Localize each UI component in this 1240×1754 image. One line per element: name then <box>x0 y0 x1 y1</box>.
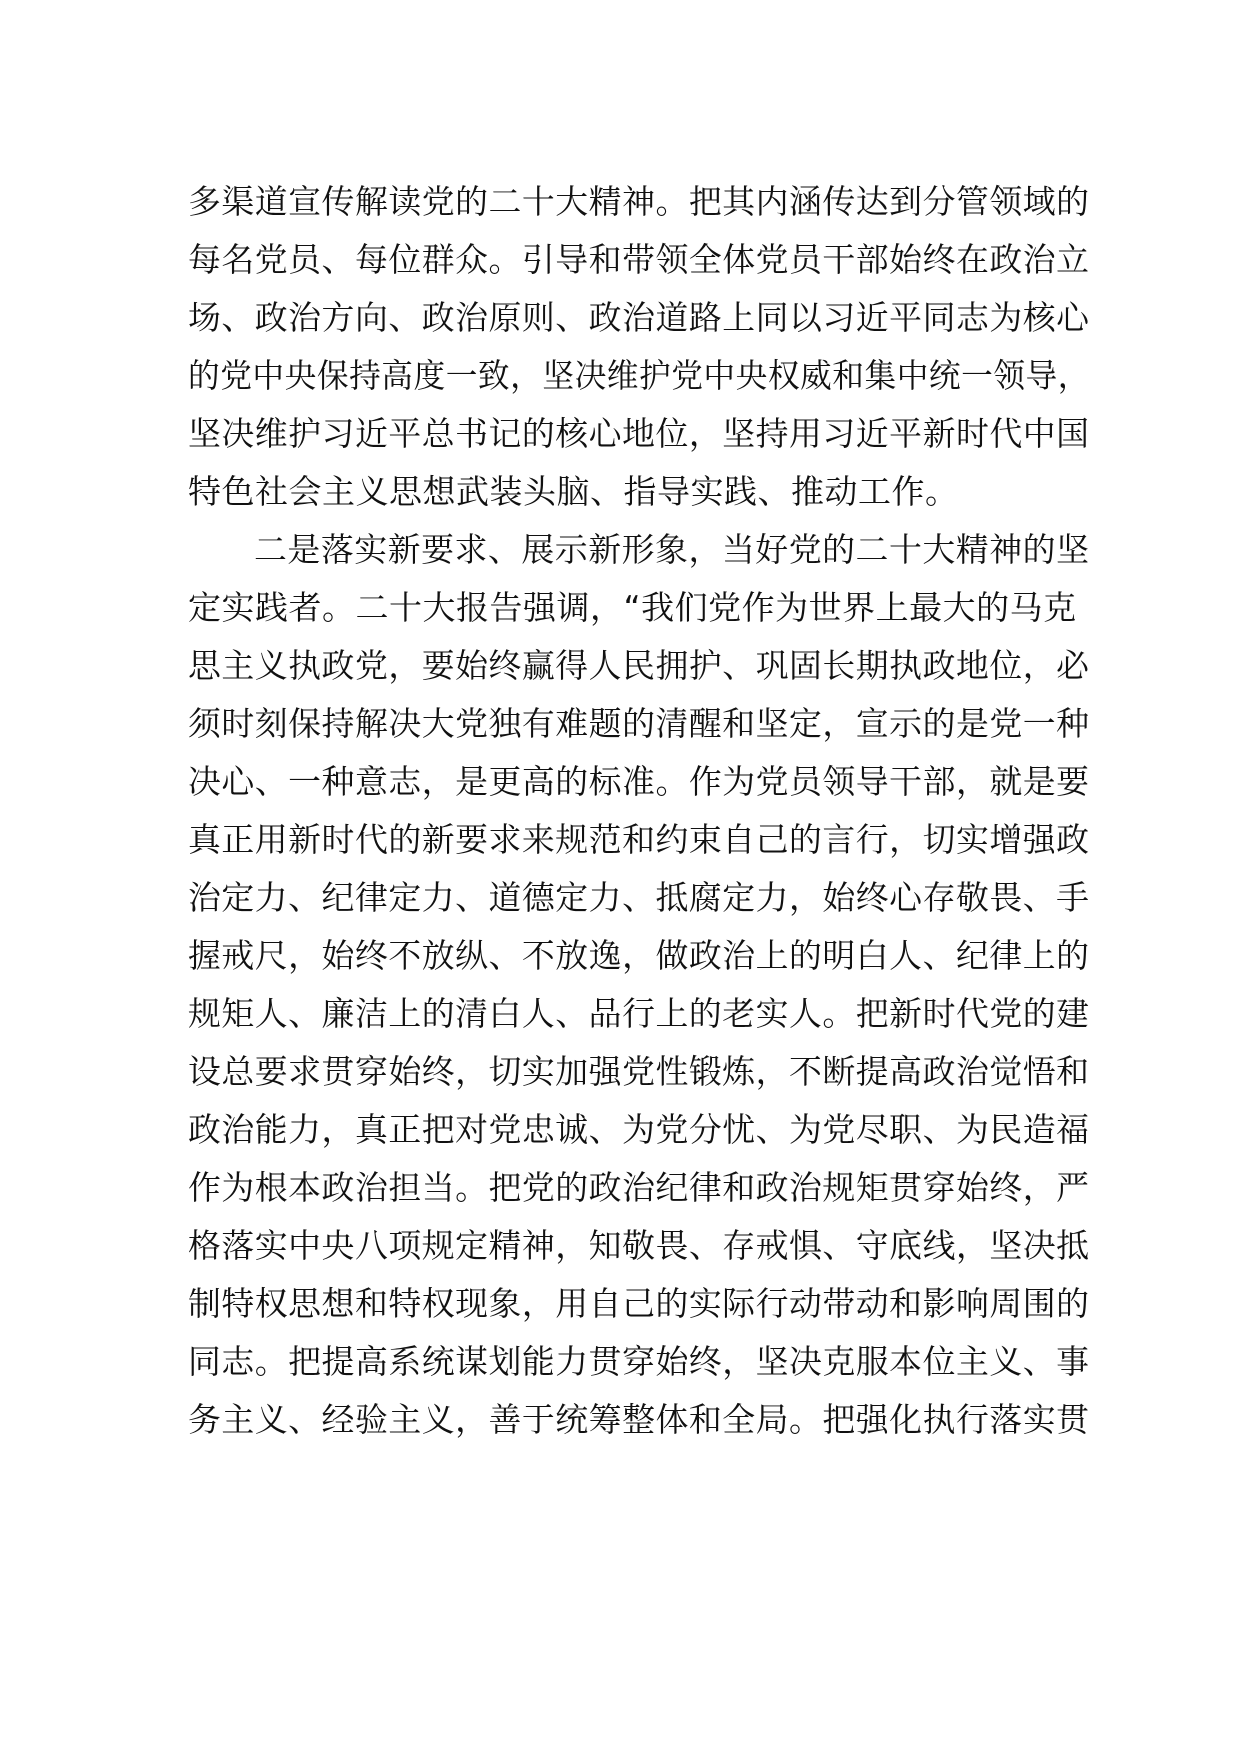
text-line: 须时刻保持解决大党独有难题的清醒和坚定，宣示的是党一种 <box>188 704 1090 743</box>
paragraph-start-line: 二是落实新要求、展示新形象，当好党的二十大精神的坚 <box>254 530 1090 569</box>
text-line: 坚决维护习近平总书记的核心地位，坚持用习近平新时代中国 <box>188 414 1090 453</box>
text-line: 思主义执政党，要始终赢得人民拥护、巩固长期执政地位，必 <box>188 646 1090 685</box>
text-line: 特色社会主义思想武装头脑、指导实践、推动工作。 <box>188 472 959 511</box>
text-line: 务主义、经验主义，善于统筹整体和全局。把强化执行落实贯 <box>188 1400 1090 1439</box>
text-line: 多渠道宣传解读党的二十大精神。把其内涵传达到分管领域的 <box>188 182 1090 221</box>
text-line: 的党中央保持高度一致，坚决维护党中央权威和集中统一领导， <box>188 356 1090 395</box>
text-line: 作为根本政治担当。把党的政治纪律和政治规矩贯穿始终，严 <box>188 1168 1090 1207</box>
text-line: 规矩人、廉洁上的清白人、品行上的老实人。把新时代党的建 <box>188 994 1090 1033</box>
text-line: 政治能力，真正把对党忠诚、为党分忧、为党尽职、为民造福 <box>188 1110 1090 1149</box>
text-line: 定实践者。二十大报告强调，“我们党作为世界上最大的马克 <box>188 588 1077 627</box>
text-line: 决心、一种意志，是更高的标准。作为党员领导干部，就是要 <box>188 762 1090 801</box>
text-line: 同志。把提高系统谋划能力贯穿始终，坚决克服本位主义、事 <box>188 1342 1090 1381</box>
text-line: 设总要求贯穿始终，切实加强党性锻炼，不断提高政治觉悟和 <box>188 1052 1090 1091</box>
text-line: 制特权思想和特权现象，用自己的实际行动带动和影响周围的 <box>188 1284 1090 1323</box>
text-line: 格落实中央八项规定精神，知敬畏、存戒惧、守底线，坚决抵 <box>188 1226 1090 1265</box>
text-line: 治定力、纪律定力、道德定力、抵腐定力，始终心存敬畏、手 <box>188 878 1090 917</box>
text-line: 握戒尺，始终不放纵、不放逸，做政治上的明白人、纪律上的 <box>188 936 1090 975</box>
text-line: 真正用新时代的新要求来规范和约束自己的言行，切实增强政 <box>188 820 1090 859</box>
text-line: 场、政治方向、政治原则、政治道路上同以习近平同志为核心 <box>188 298 1090 337</box>
text-line: 每名党员、每位群众。引导和带领全体党员干部始终在政治立 <box>188 240 1090 279</box>
